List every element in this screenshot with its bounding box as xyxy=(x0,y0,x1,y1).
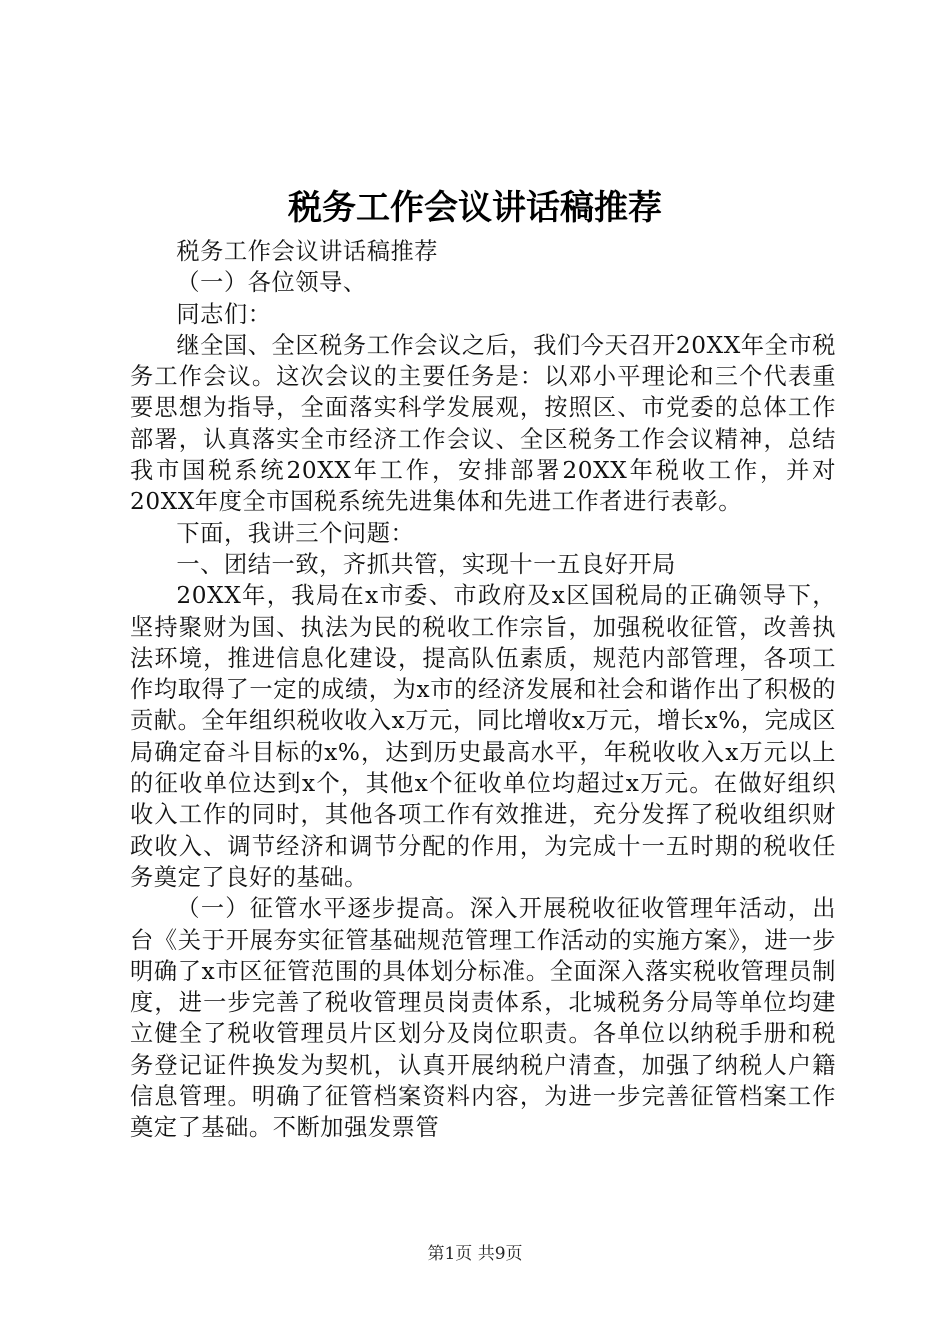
body-paragraph-subsection-1: （一）征管水平逐步提高。深入开展税收征收管理年活动，出台《关于开展夯实征管基础规范管理工作活动的实施方案》，进一步明确了x市区征管范围的具体划分标准。全面深入落实税收管理员制度，进一步完善了税收管理员岗责体系，北城税务分局等单位均建立健全了税收管理员片区划分及岗位职责。各单位以纳税手册和税务登记证件换发为契机，认真开展纳税户清查，加强了纳税人户籍信息管理。明确了征管档案资料内容，为进一步完善征管档案工作奠定了基础。不断加强发票管 xyxy=(130,895,836,1142)
body-paragraph-review: 20XX年，我局在x市委、市政府及x区国税局的正确领导下，坚持聚财为国、执法为民的税收工作宗旨，加强税收征管，改善执法环境，推进信息化建设，提高队伍素质，规范内部管理，各项工作均取得了一定的成绩，为x市的经济发展和社会和谐作出了积极的贡献。全年组织税收收入x万元，同比增收x万元，增长x%，完成区局确定奋斗目标的x%，达到历史最高水平，年税收收入x万元以上的征收单位达到x个，其他x个征收单位均超过x万元。在做好组织收入工作的同时，其他各项工作有效推进，充分发挥了税收组织财政收入、调节经济和调节分配的作用，为完成十一五时期的税收任务奠定了良好的基础。 xyxy=(130,582,836,891)
document-title: 税务工作会议讲话稿推荐 xyxy=(288,188,662,228)
page-footer: 第1页 共9页 xyxy=(427,1244,523,1264)
body-paragraph-salutation-1: （一）各位领导、 xyxy=(176,269,367,297)
body-paragraph-heading: 税务工作会议讲话稿推荐 xyxy=(176,238,439,265)
body-paragraph-salutation-2: 同志们： xyxy=(176,300,272,328)
document-body xyxy=(130,236,836,1144)
body-paragraph-intro: 继全国、全区税务工作会议之后，我们今天召开20XX年全市税务工作会议。这次会议的主要任务是：以邓小平理论和三个代表重要思想为指导，全面落实科学发展观，按照区、市党委的总体工作部署，认真落实全市经济工作会议、全区税务工作会议精神，总结我市国税系统20XX年工作，安排部署20XX年税收工作，并对20XX年度全市国税系统先进集体和先进工作者进行表彰。 xyxy=(130,331,836,516)
body-section-heading-1: 一、团结一致，齐抓共管，实现十一五良好开局 xyxy=(176,550,676,578)
body-paragraph-outline: 下面，我讲三个问题： xyxy=(176,519,415,547)
